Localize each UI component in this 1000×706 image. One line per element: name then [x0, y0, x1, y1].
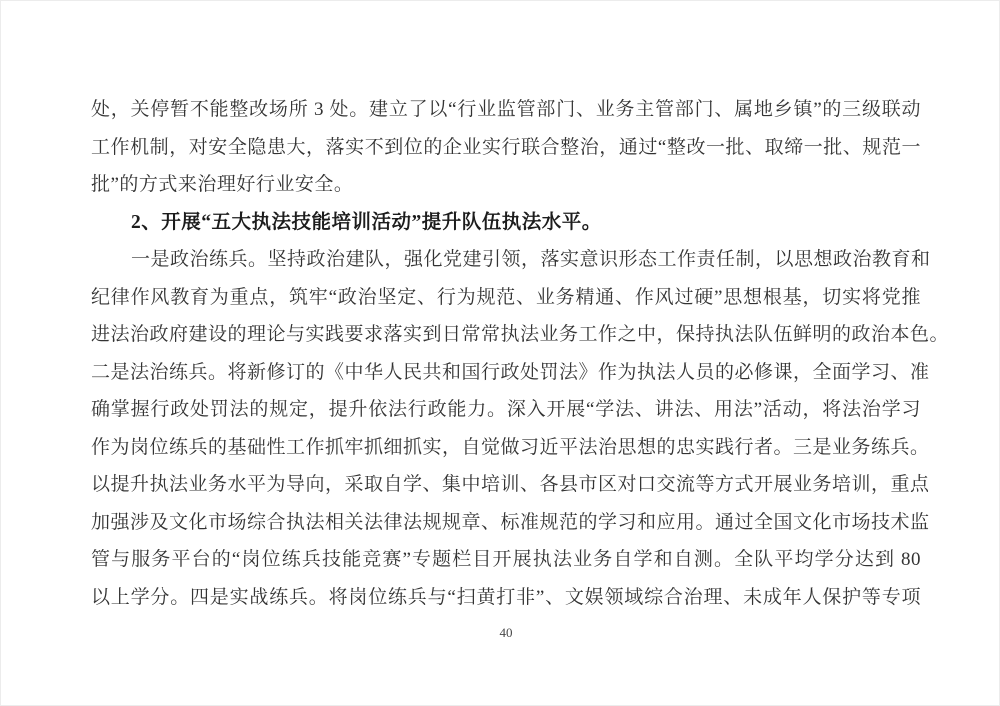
text-line: 一是政治练兵。坚持政治建队，强化党建引领，落实意识形态工作责任制，以思想政治教育和	[131, 249, 931, 270]
text-line: 纪律作风教育为重点，筑牢“政治坚定、行为规范、业务精通、作风过硬”思想根基，切实将党推	[91, 286, 921, 308]
text-line: 作为岗位练兵的基础性工作抓牢抓细抓实，自觉做习近平法治思想的忠实践行者。三是业务练兵。	[91, 436, 930, 458]
text-line: 以上学分。四是实战练兵。将岗位练兵与“扫黄打非”、文娱领域综合治理、未成年人保护等专项	[91, 586, 921, 608]
document-body	[91, 91, 950, 616]
text-line: 确掌握行政处罚法的规定，提升依法行政能力。深入开展“学法、讲法、用法”活动，将法治学习	[91, 399, 921, 420]
text-line: 处，关停暂不能整改场所 3 处。建立了以“行业监管部门、业务主管部门、属地乡镇”的三级联动	[91, 99, 921, 120]
section-heading: 2、开展“五大执法技能培训活动”提升队伍执法水平。	[131, 211, 602, 233]
text-line: 加强涉及文化市场综合执法相关法律法规规章、标准规范的学习和应用。通过全国文化市场技术监	[91, 511, 930, 533]
page-number: 40	[499, 625, 513, 640]
text-line: 以提升执法业务水平为导向，采取自学、集中培训、各县市区对口交流等方式开展业务培训，重点	[91, 474, 930, 495]
text-line: 批”的方式来治理好行业安全。	[91, 174, 354, 195]
text-line: 工作机制，对安全隐患大，落实不到位的企业实行联合整治，通过“整改一批、取缔一批、规范一	[91, 136, 921, 158]
text-line: 二是法治练兵。将新修订的《中华人民共和国行政处罚法》作为执法人员的必修课，全面学习、准	[91, 361, 930, 383]
text-line: 进法治政府建设的理论与实践要求落实到日常常执法业务工作之中，保持执法队伍鲜明的政治本色。	[91, 324, 950, 345]
text-line: 管与服务平台的“岗位练兵技能竞赛”专题栏目开展执法业务自学和自测。全队平均学分达到 80	[91, 549, 921, 570]
